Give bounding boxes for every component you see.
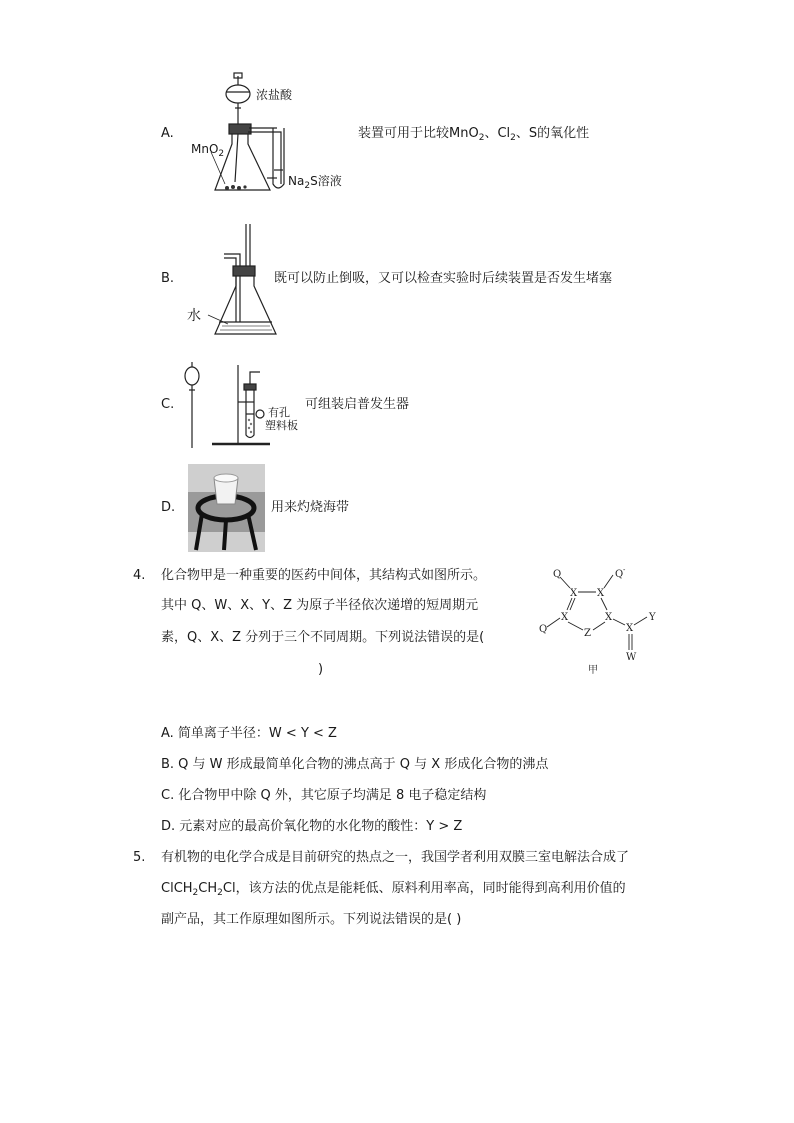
svg-text:X: X: [570, 588, 578, 599]
svg-text:Z: Z: [584, 628, 591, 639]
option-a-text: 装置可用于比较MnO$_2$、$Cl_2$、S的氧化性: [358, 126, 590, 143]
option-a-letter: A.: [161, 126, 174, 141]
q5-line-1: 有机物的电化学合成是目前研究的热点之一，我国学者利用双膜三室电解法合成了: [161, 850, 630, 865]
svg-text:-: -: [623, 566, 626, 574]
svg-text:Q: Q: [553, 569, 562, 580]
option-c-text: 可组装启普发生器: [305, 397, 410, 412]
option-c-letter: C.: [161, 397, 175, 412]
svg-text:X: X: [597, 588, 605, 599]
q4-choice-a: A. 简单离子半径：W < Y < Z: [161, 726, 337, 741]
svg-text:W: W: [626, 652, 637, 663]
q4-line-4: ): [318, 662, 324, 677]
label-mno2: MnO$_2$: [191, 142, 225, 159]
svg-text:甲: 甲: [588, 665, 598, 676]
svg-text:X: X: [561, 612, 569, 623]
option-b-letter: B.: [161, 271, 175, 286]
svg-text:Q: Q: [539, 624, 548, 635]
svg-text:Q: Q: [615, 569, 624, 580]
label-perforated: 有孔: [268, 406, 290, 419]
q4-line-3: 素，Q、X、Z 分列于三个不同周期。下列说法错误的是(: [161, 630, 485, 645]
option-d-text: 用来灼烧海带: [271, 500, 350, 515]
q4-choice-c: C. 化合物甲中除 Q 外，其它原子均满足 8 电子稳定结构: [161, 788, 487, 803]
compound-jia-structure: [535, 565, 670, 680]
crucible-on-tripod-photo: [188, 464, 265, 552]
q5-line-2: $ClCH_2CH_2Cl$，该方法的优点是能耗低、原料利用率高，同时能得到高利用价值的: [161, 881, 626, 898]
option-d-letter: D.: [161, 500, 176, 515]
label-concentrated-hcl: 浓盐酸: [256, 88, 293, 102]
svg-text:X: X: [605, 612, 613, 623]
q4-number: 4.: [133, 568, 146, 583]
svg-text:Y: Y: [649, 612, 656, 623]
label-na2s-solution: $Na_2S$溶液: [288, 174, 342, 191]
q4-choice-d: D. 元素对应的最高价氧化物的水化物的酸性：Y > Z: [161, 819, 463, 834]
svg-text:X: X: [626, 623, 634, 634]
q4-line-1: 化合物甲是一种重要的医药中间体，其结构式如图所示。: [161, 568, 487, 583]
q4-choice-b: B. Q 与 W 形成最简单化合物的沸点高于 Q 与 X 形成化合物的沸点: [161, 757, 549, 772]
q5-line-3: 副产品，其工作原理如图所示。下列说法错误的是( ): [161, 912, 462, 927]
label-plastic-plate: 塑料板: [265, 419, 298, 432]
label-water: 水: [187, 308, 201, 324]
option-b-text: 既可以防止倒吸，又可以检查实验时后续装置是否发生堵塞: [274, 271, 613, 286]
q5-number: 5.: [133, 850, 146, 865]
q4-line-2: 其中 Q、W、X、Y、Z 为原子半径依次递增的短周期元: [161, 598, 479, 613]
